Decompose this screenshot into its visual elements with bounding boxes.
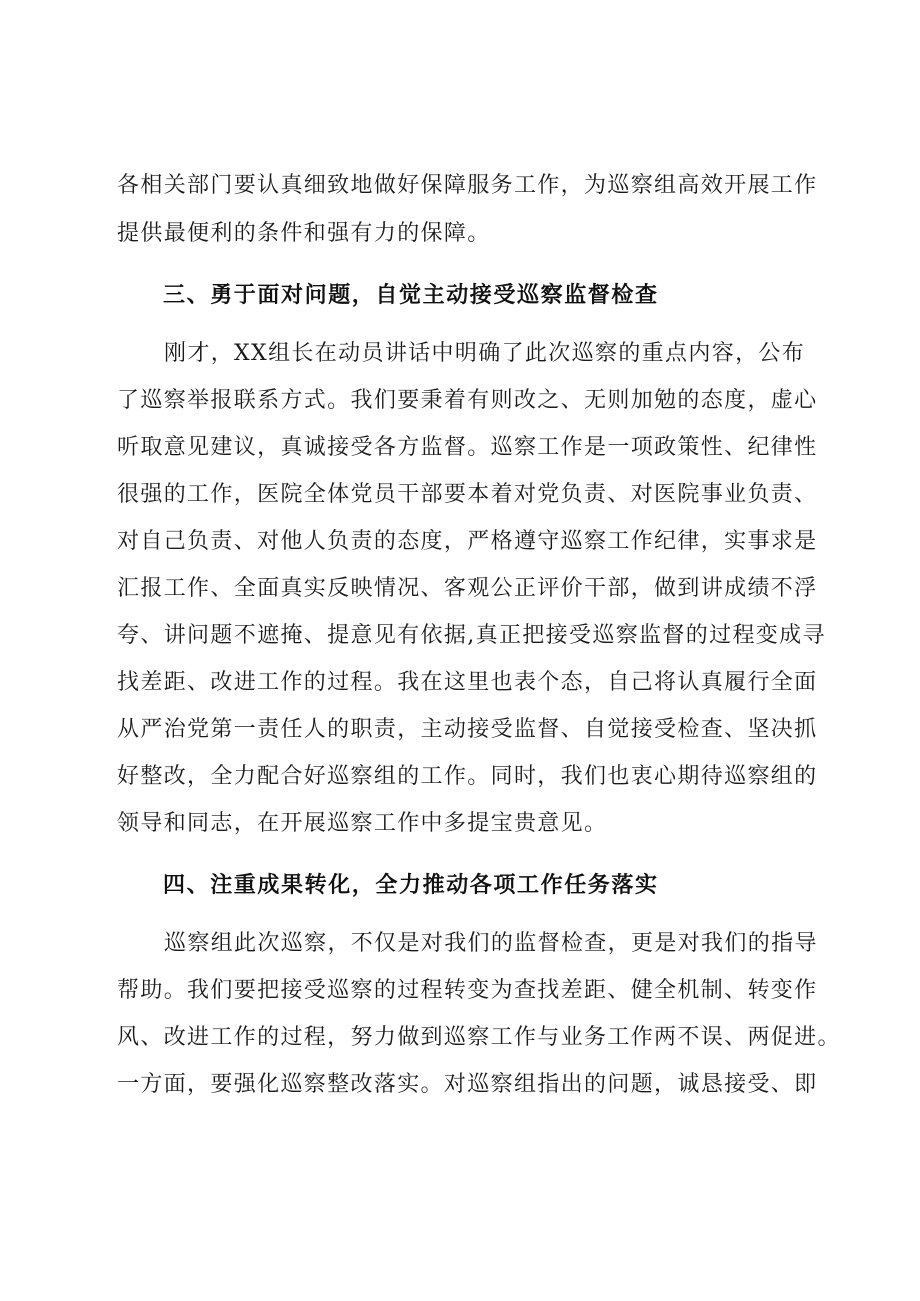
paragraph-line: 对自己负责、对他人负责的态度，严格遵守巡察工作纪律，实事求是 xyxy=(117,529,818,554)
section-heading-4: 四、注重成果转化，全力推动各项工作任务落实 xyxy=(163,873,659,898)
paragraph-line: 提供最便利的条件和强有力的保障。 xyxy=(117,221,491,246)
paragraph-line: 汇报工作、全面真实反映情况、客观公正评价干部，做到讲成绩不浮 xyxy=(117,576,818,601)
paragraph-line: 好整改，全力配合好巡察组的工作。同时，我们也衷心期待巡察组的 xyxy=(117,764,818,789)
paragraph-line: 帮助。我们要把接受巡察的过程转变为查找差距、健全机制、转变作 xyxy=(117,978,818,1003)
paragraph-line: 夸、讲问题不遮掩、提意见有依据,真正把接受巡察监督的过程变成寻 xyxy=(117,623,826,648)
paragraph-line: 刚才，XX组长在动员讲话中明确了此次巡察的重点内容，公布 xyxy=(164,341,806,366)
section-heading-3: 三、勇于面对问题，自觉主动接受巡察监督检查 xyxy=(163,283,659,308)
paragraph-line: 领导和同志，在开展巡察工作中多提宝贵意见。 xyxy=(117,811,608,836)
paragraph-line: 风、改进工作的过程，努力做到巡察工作与业务工作两不误、两促进。 xyxy=(117,1025,841,1050)
paragraph-line: 从严治党第一责任人的职责，主动接受监督、自觉接受检查、坚决抓 xyxy=(117,717,818,742)
paragraph-line: 听取意见建议，真诚接受各方监督。巡察工作是一项政策性、纪律性 xyxy=(117,435,818,460)
paragraph-line: 了巡察举报联系方式。我们要秉着有则改之、无则加勉的态度，虚心 xyxy=(117,388,818,413)
paragraph-line: 各相关部门要认真细致地做好保障服务工作，为巡察组高效开展工作 xyxy=(117,173,818,198)
paragraph-line: 一方面，要强化巡察整改落实。对巡察组指出的问题，诚恳接受、即 xyxy=(117,1072,818,1097)
paragraph-line: 找差距、改进工作的过程。我在这里也表个态，自己将认真履行全面 xyxy=(117,670,818,695)
paragraph-line: 很强的工作，医院全体党员干部要本着对党负责、对医院事业负责、 xyxy=(117,482,818,507)
paragraph-line: 巡察组此次巡察，不仅是对我们的监督检查，更是对我们的指导 xyxy=(164,931,818,956)
